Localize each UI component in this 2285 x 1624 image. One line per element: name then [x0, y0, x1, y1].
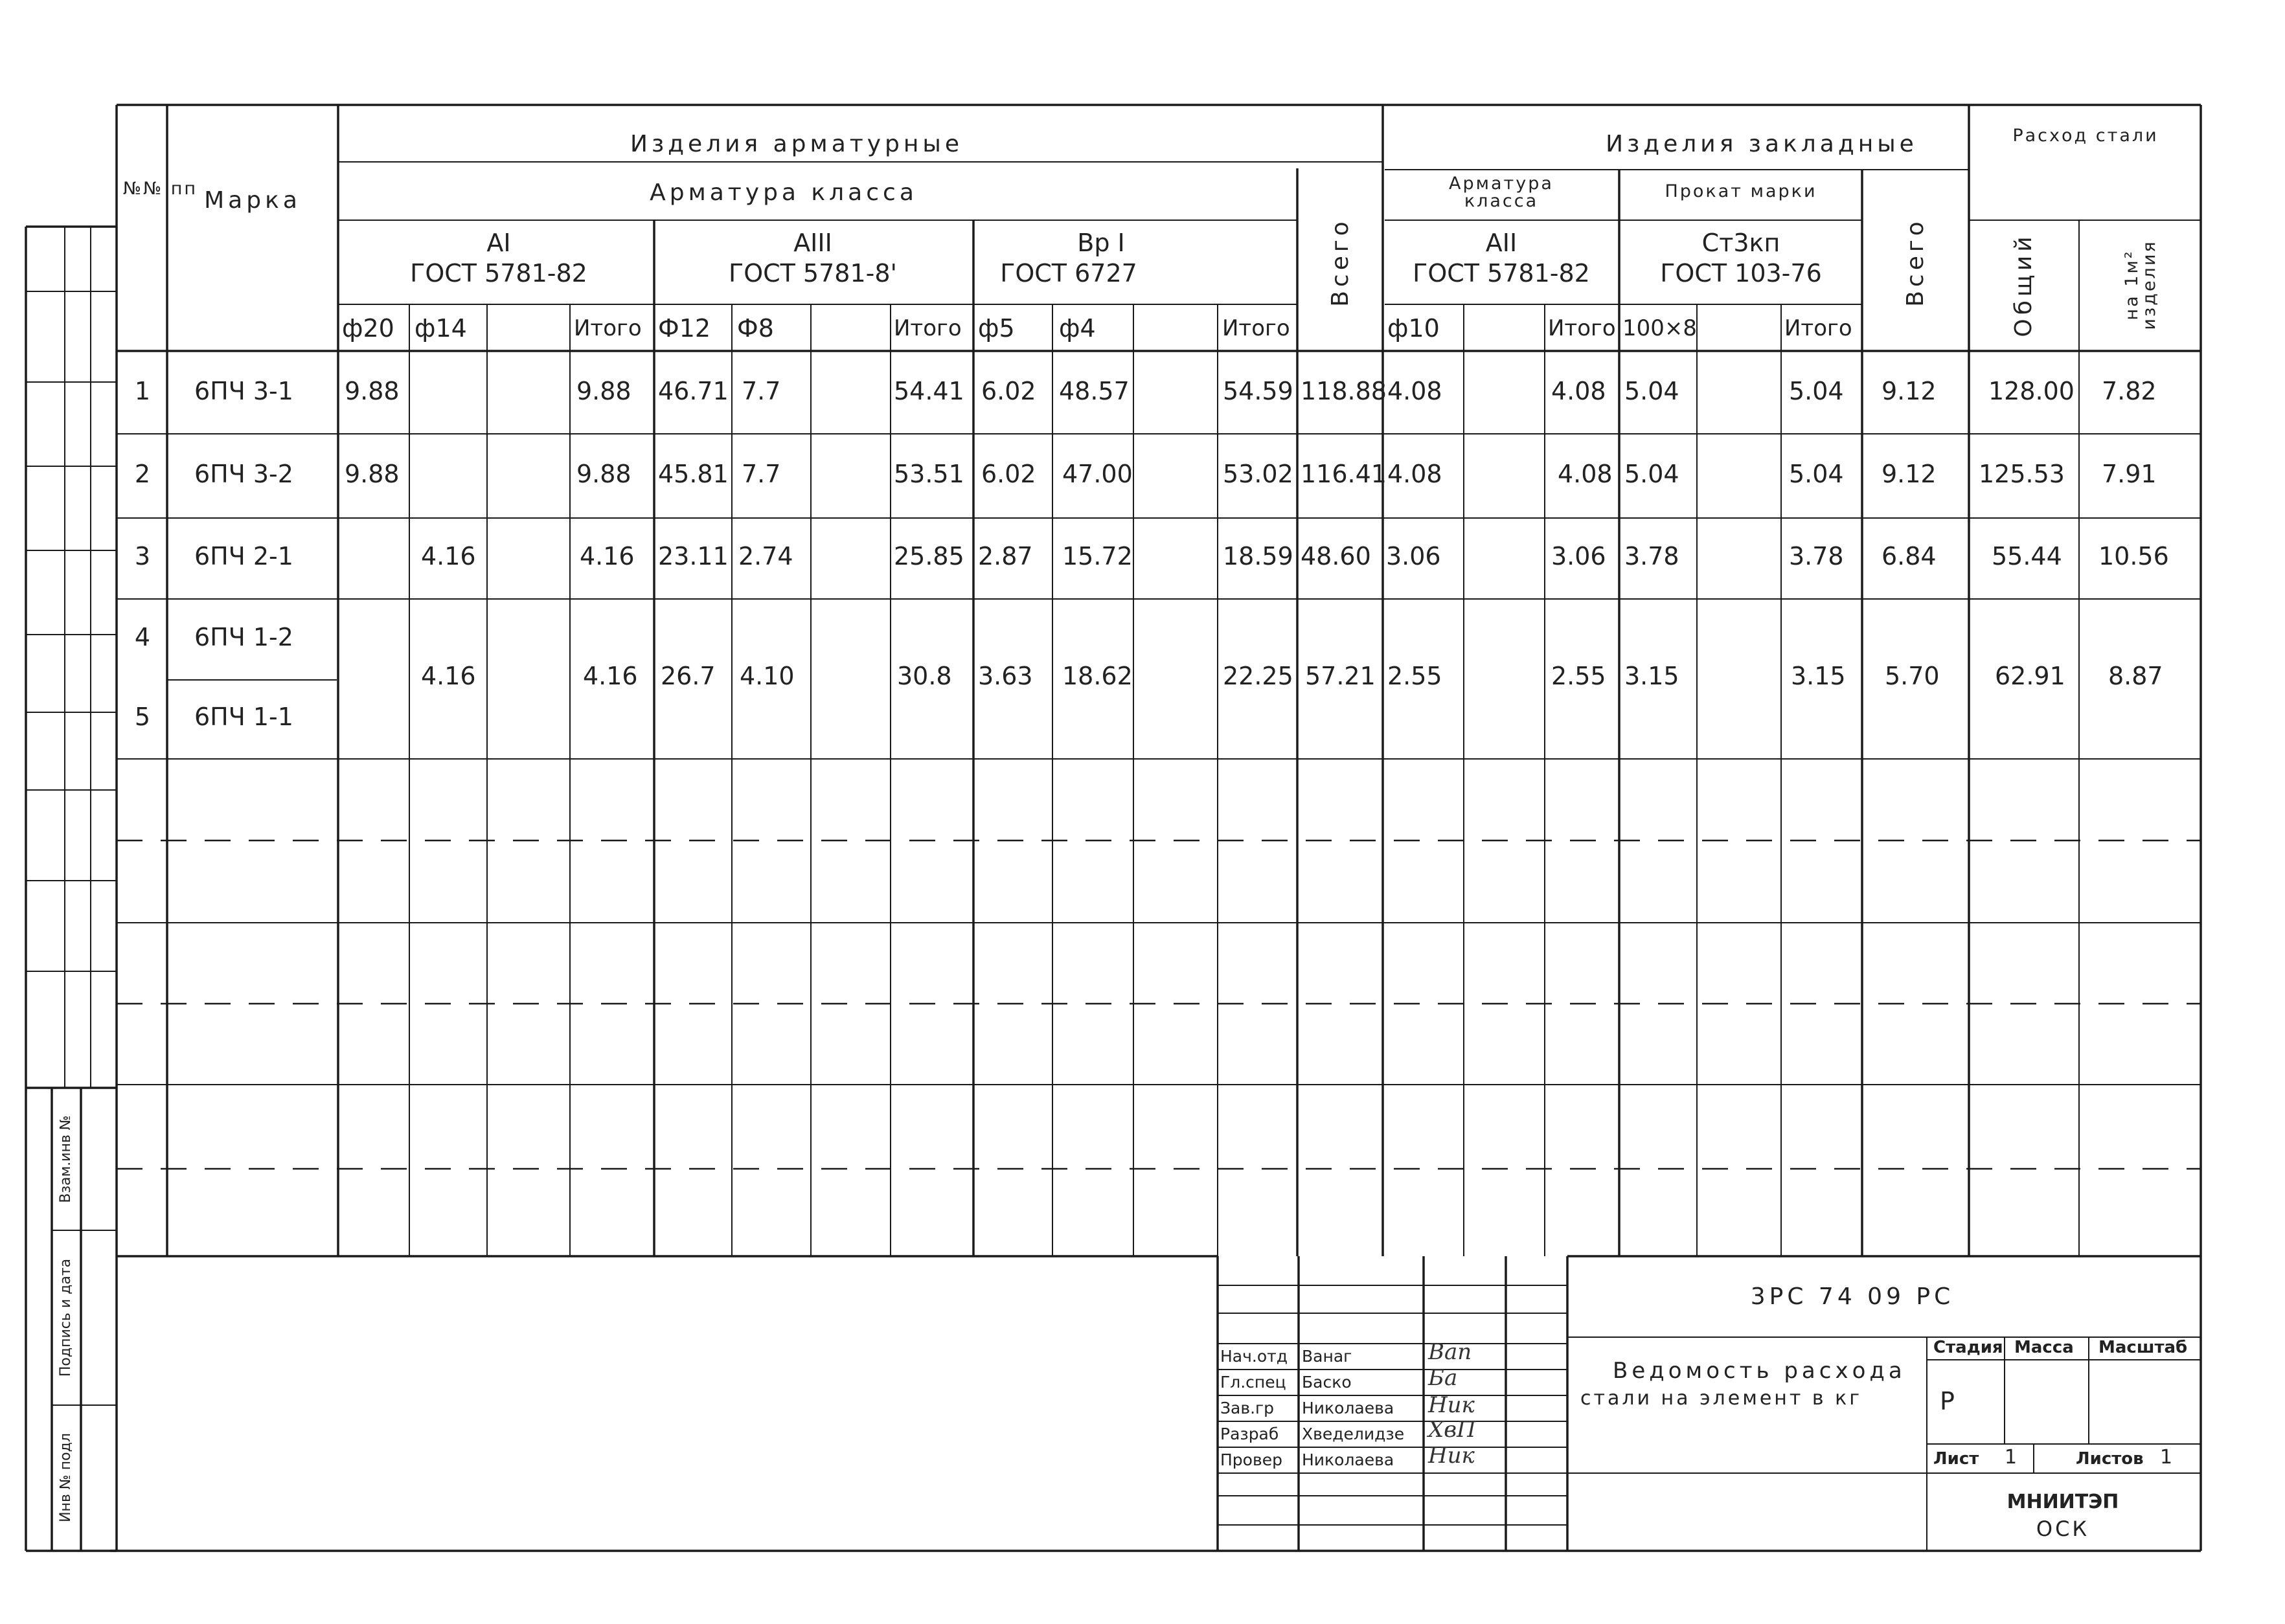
signature-checker: Ник [1428, 1443, 1475, 1469]
cell-a20: 9.88 [345, 377, 400, 405]
reinf-products-header: Изделия арматурные [630, 131, 963, 157]
row-number: 3 [134, 542, 151, 570]
row-mark: 6ПЧ 3-2 [194, 460, 293, 488]
cell-steel-per-m2: 8.87 [2108, 662, 2163, 690]
cell-reinf-total: 48.60 [1301, 542, 1371, 570]
cell-b5: 6.02 [981, 377, 1036, 405]
cell-a12: 45.81 [658, 460, 729, 488]
cell-plate: 5.04 [1624, 460, 1679, 488]
cell-a1-total: 9.88 [576, 460, 631, 488]
cell-embed-total: 6.84 [1881, 542, 1937, 570]
dia-12: Ф12 [658, 314, 711, 343]
cell-e10: 2.55 [1387, 662, 1442, 690]
cell-plate-total: 3.15 [1791, 662, 1846, 690]
sheets-value: 1 [2160, 1446, 2173, 1469]
cell-steel-per-m2: 10.56 [2098, 542, 2169, 570]
cell-reinf-total: 116.41 [1301, 460, 1387, 488]
side-label-original-inv: Инв № подл [58, 1433, 74, 1522]
cell-steel-total: 125.53 [1979, 460, 2065, 488]
cell-a12: 23.11 [658, 542, 729, 570]
plate-size: 100×8 [1622, 315, 1698, 341]
cell-b4: 48.57 [1059, 377, 1130, 405]
cell-e10-total: 4.08 [1558, 460, 1613, 488]
a3-gost: ГОСТ 5781-8' [729, 259, 897, 288]
mark-col-header: Марка [204, 187, 301, 214]
row-number: 5 [134, 703, 151, 731]
cell-bp-total: 18.59 [1223, 542, 1293, 570]
role-chief-spec: Гл.спец [1220, 1373, 1286, 1392]
cell-bp-total: 54.59 [1223, 377, 1293, 405]
row-mark: 6ПЧ 3-1 [194, 377, 293, 405]
bp1-class: Вр I [1077, 229, 1125, 257]
role-developer: Разраб [1220, 1425, 1279, 1443]
side-label-sign-date: Подпись и дата [58, 1258, 74, 1377]
bp1-gost: ГОСТ 6727 [1000, 259, 1137, 288]
st3-mark: Ст3кп [1701, 229, 1780, 257]
signature-chief-spec: Ба [1428, 1365, 1458, 1391]
num-col-header: №№ пп [123, 179, 198, 199]
total-embed-header: Всего [1902, 218, 1929, 307]
cell-e10-total: 2.55 [1551, 662, 1606, 690]
sheets-label: Листов [2076, 1449, 2144, 1469]
row-number: 1 [134, 377, 151, 405]
cell-bp-total: 22.25 [1223, 662, 1293, 690]
role-head-dept: Нач.отд [1220, 1347, 1288, 1366]
bp1-total-label: Итого [1222, 315, 1290, 341]
a1-class: AI [486, 229, 511, 257]
cell-a14: 4.16 [421, 662, 476, 690]
cell-b4: 15.72 [1062, 542, 1133, 570]
cell-b4: 47.00 [1062, 460, 1133, 488]
a1-gost: ГОСТ 5781-82 [410, 259, 587, 288]
row-mark: 6ПЧ 1-2 [194, 623, 293, 651]
cell-a3-total: 54.41 [894, 377, 964, 405]
reinf-class-header: Арматура класса [650, 179, 918, 206]
steel-total-header: Общий [2010, 232, 2037, 337]
sheet-label: Лист [1933, 1449, 1979, 1469]
total-reinf-header: Всего [1327, 218, 1354, 307]
cell-b5: 3.63 [978, 662, 1033, 690]
sheet-value: 1 [2005, 1446, 2018, 1469]
cell-a14: 4.16 [421, 542, 476, 570]
document-title-line2: стали на элемент в кг [1580, 1387, 1863, 1410]
name-head-dept: Ванаг [1302, 1347, 1352, 1366]
a2-gost: ГОСТ 5781-82 [1413, 259, 1590, 288]
dia-4: ф4 [1059, 314, 1096, 343]
row-mark: 6ПЧ 2-1 [194, 542, 293, 570]
cell-steel-total: 62.91 [1995, 662, 2065, 690]
cell-embed-total: 9.12 [1881, 377, 1937, 405]
a3-total-label: Итого [894, 315, 962, 341]
side-label-replace-inv: Взам.инв № [58, 1115, 74, 1203]
document-title-line1: Ведомость расхода [1613, 1358, 1906, 1384]
stage-value: Р [1940, 1387, 1955, 1415]
cell-embed-total: 9.12 [1881, 460, 1937, 488]
cell-e10-total: 4.08 [1551, 377, 1606, 405]
a1-total-label: Итого [574, 315, 642, 341]
row-number: 2 [134, 460, 151, 488]
cell-steel-total: 128.00 [1988, 377, 2075, 405]
scale-label: Масштаб [2098, 1338, 2188, 1357]
steel-per-m2-header: на 1м² изделия [2122, 240, 2159, 330]
rolled-total-label: Итого [1784, 315, 1852, 341]
organization-line2: ОСК [2036, 1517, 2090, 1541]
a3-class: AIII [793, 229, 832, 257]
cell-steel-total: 55.44 [1992, 542, 2062, 570]
cell-e10: 3.06 [1386, 542, 1441, 570]
cell-plate-total: 5.04 [1789, 460, 1844, 488]
cell-a8: 7.7 [742, 377, 781, 405]
cell-a1-total: 4.16 [580, 542, 635, 570]
organization-line1: МНИИТЭП [2006, 1491, 2119, 1513]
cell-a8: 2.74 [738, 542, 793, 570]
cell-plate: 3.78 [1624, 542, 1679, 570]
cell-a8: 7.7 [742, 460, 781, 488]
cell-plate: 3.15 [1624, 662, 1679, 690]
cell-plate: 5.04 [1624, 377, 1679, 405]
rolled-mark-header: Прокат марки [1665, 181, 1817, 201]
role-group-head: Зав.гр [1220, 1399, 1275, 1417]
stage-label: Стадия [1933, 1338, 2003, 1357]
row-mark: 6ПЧ 1-1 [194, 703, 293, 731]
cell-e10: 4.08 [1387, 460, 1442, 488]
cell-a20: 9.88 [345, 460, 400, 488]
cell-a12: 26.7 [661, 662, 716, 690]
signature-group-head: Ник [1428, 1392, 1475, 1418]
name-chief-spec: Баско [1302, 1373, 1352, 1392]
cell-e10-total: 3.06 [1551, 542, 1606, 570]
a2-total-label: Итого [1548, 315, 1616, 341]
row-number: 4 [134, 623, 151, 651]
cell-a1-total: 9.88 [576, 377, 631, 405]
dia-20: ф20 [342, 314, 394, 343]
dia-5: ф5 [978, 314, 1015, 343]
cell-steel-per-m2: 7.91 [2102, 460, 2157, 488]
cell-b4: 18.62 [1062, 662, 1133, 690]
mass-label: Масса [2014, 1338, 2074, 1357]
cell-a3-total: 53.51 [894, 460, 964, 488]
signature-developer: ХвП [1428, 1417, 1476, 1443]
name-group-head: Николаева [1302, 1399, 1394, 1417]
dia-8: Ф8 [737, 314, 774, 343]
cell-plate-total: 5.04 [1789, 377, 1844, 405]
cell-steel-per-m2: 7.82 [2102, 377, 2157, 405]
cell-a3-total: 30.8 [897, 662, 952, 690]
cell-reinf-total: 118.88 [1301, 377, 1387, 405]
a2-class: AII [1485, 229, 1518, 257]
embed-reinf-class-header: Арматура класса [1449, 174, 1554, 211]
dia-10: ф10 [1387, 314, 1440, 343]
name-checker: Николаева [1302, 1450, 1394, 1469]
name-developer: Хведелидзе [1302, 1425, 1405, 1443]
steel-use-header: Расход стали [2012, 126, 2159, 146]
document-code: 3РС 74 09 РС [1750, 1283, 1955, 1310]
cell-reinf-total: 57.21 [1305, 662, 1376, 690]
role-checker: Провер [1220, 1450, 1282, 1469]
cell-a1-total: 4.16 [583, 662, 638, 690]
st3-gost: ГОСТ 103-76 [1660, 259, 1822, 288]
cell-b5: 2.87 [978, 542, 1033, 570]
cell-a8: 4.10 [740, 662, 795, 690]
dia-14: ф14 [415, 314, 467, 343]
cell-e10: 4.08 [1387, 377, 1442, 405]
signature-head-dept: Вап [1428, 1339, 1472, 1365]
cell-embed-total: 5.70 [1885, 662, 1940, 690]
cell-b5: 6.02 [981, 460, 1036, 488]
embed-products-header: Изделия закладные [1606, 131, 1918, 157]
cell-plate-total: 3.78 [1789, 542, 1844, 570]
cell-bp-total: 53.02 [1223, 460, 1293, 488]
cell-a12: 46.71 [658, 377, 729, 405]
cell-a3-total: 25.85 [894, 542, 964, 570]
